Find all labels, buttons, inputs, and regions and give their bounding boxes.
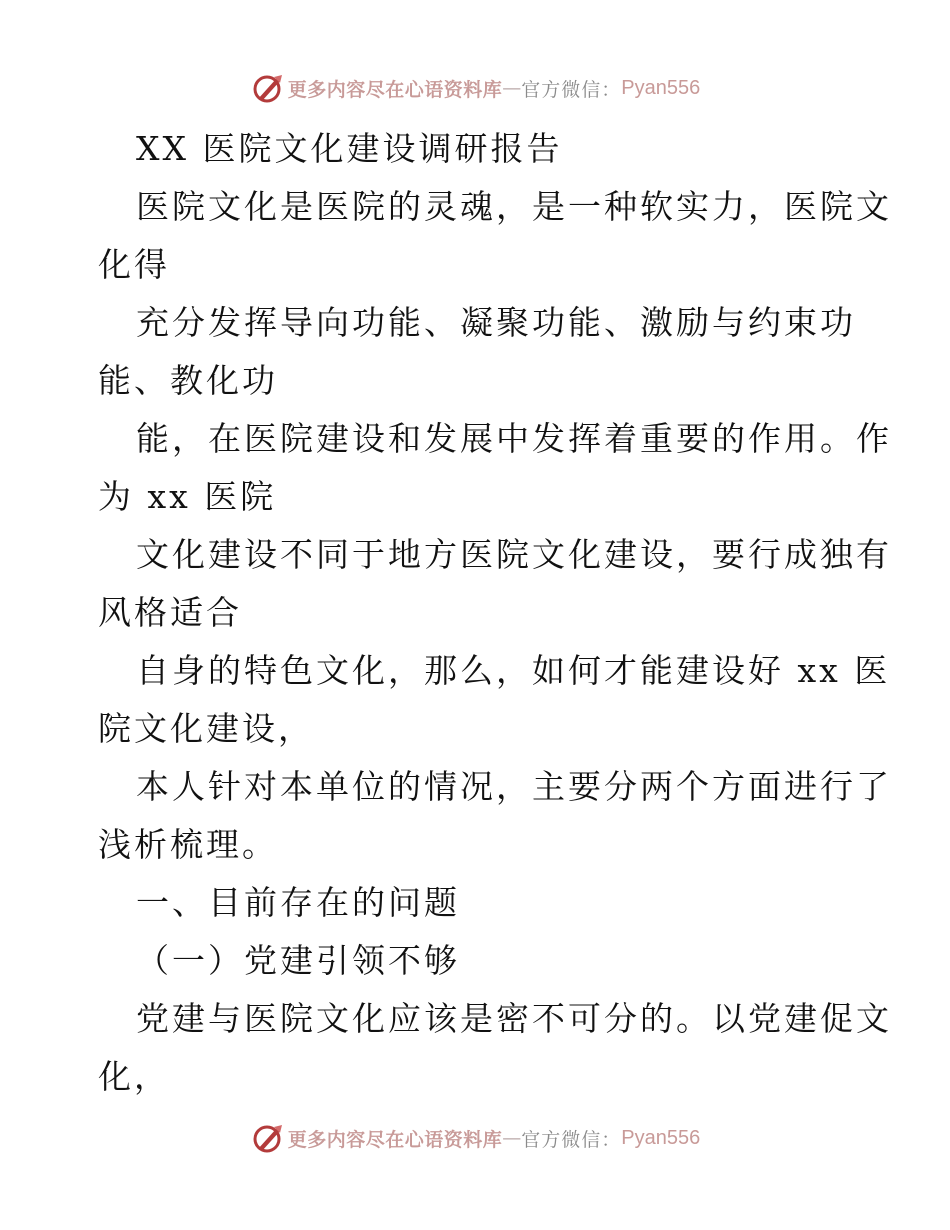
document-body xyxy=(98,120,892,1106)
banner-wechat-label: 官方微信： xyxy=(521,1128,622,1151)
section-heading: 一、目前存在的问题 xyxy=(136,883,460,922)
banner-main-text: 更多内容尽在心语资料库 xyxy=(287,78,503,101)
footer-watermark-banner xyxy=(0,1118,950,1158)
quill-logo-icon xyxy=(250,1121,284,1155)
text-line: 化得 xyxy=(98,245,170,284)
text-line: 党建与医院文化应该是密不可分的。以党建促文 xyxy=(136,999,892,1038)
text-line: 风格适合 xyxy=(98,593,242,632)
text-line: 文化建设不同于地方医院文化建设，要行成独有 xyxy=(136,535,892,574)
banner-dash: — xyxy=(502,1127,522,1149)
text-line: 充分发挥导向功能、凝聚功能、激励与约束功 xyxy=(136,303,856,342)
banner-main-text: 更多内容尽在心语资料库 xyxy=(287,1128,503,1151)
banner-wechat-label: 官方微信： xyxy=(521,78,622,101)
text-line: 医院文化是医院的灵魂，是一种软实力，医院文 xyxy=(136,187,892,226)
banner-wechat-id: Pyan556 xyxy=(621,76,701,99)
header-watermark-banner xyxy=(0,68,950,108)
subsection-heading: （一）党建引领不够 xyxy=(136,941,460,980)
banner-wechat-id: Pyan556 xyxy=(621,1126,701,1149)
text-line: 院文化建设， xyxy=(98,709,314,748)
text-line: 自身的特色文化，那么，如何才能建设好 xx 医 xyxy=(136,651,891,690)
text-line: XX 医院文化建设调研报告 xyxy=(136,129,563,168)
text-line: 能，在医院建设和发展中发挥着重要的作用。作 xyxy=(136,419,892,458)
text-line: 化， xyxy=(98,1057,170,1096)
text-line: 为 xx 医院 xyxy=(98,477,277,516)
text-line: 能、教化功 xyxy=(98,361,278,400)
banner-dash: — xyxy=(502,77,522,99)
text-line: 浅析梳理。 xyxy=(98,825,278,864)
quill-logo-icon xyxy=(250,71,284,105)
text-line: 本人针对本单位的情况，主要分两个方面进行了 xyxy=(136,767,892,806)
